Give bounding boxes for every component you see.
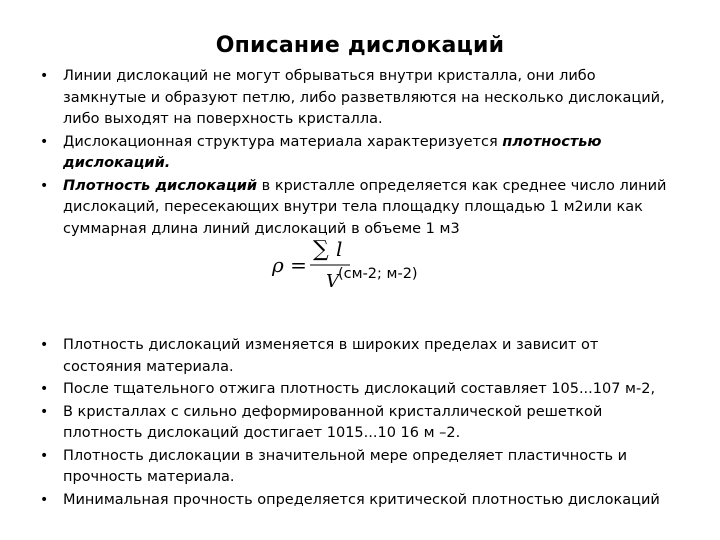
density-formula [270,235,470,295]
list-item [38,379,678,401]
bullet-list-bottom [38,335,678,512]
formula-sum-symbol: ∑ [313,237,329,262]
bullet-icon: • [40,68,49,84]
list-item [38,335,678,378]
item-text: В кристаллах с сильно деформированной кристаллической решеткой плотность дислокаций достигает 1015...10 16 м –2. [63,403,603,441]
bullet-icon: • [40,403,49,420]
formula-numerator: l [336,237,343,261]
item-text: Плотность дислокаций изменяется в широких пределах и зависит от состояния материала. [63,337,599,375]
formula-units: (см-2; м-2) [338,266,418,282]
formula-denominator: V [326,271,339,292]
item-emphasis: плотностью дислокаций. [63,133,602,171]
list-item [38,132,678,175]
bullet-icon: • [40,133,49,150]
item-text: в кристалле определяется как среднее число линий дислокаций, пересекающих внутри тела площадку площадью 1 м2или как суммарная длина линий дислокаций в объеме 1 м3 [63,177,667,237]
list-item [38,66,678,131]
list-item [38,446,678,489]
item-text: Минимальная прочность определяется критической плотностью дислокаций [63,491,660,508]
bullet-icon: • [40,177,49,194]
bullet-icon: • [40,491,49,508]
item-text: После тщательного отжига плотность дислокаций составляет 105...107 м-2, [63,381,656,397]
bullet-icon: • [40,337,49,353]
list-item [38,490,678,512]
item-text: Дислокационная структура материала характеризуется [63,133,503,150]
item-text: Плотность дислокации в значительной мере определяет пластичность и прочность материала. [63,447,628,485]
list-item [38,402,678,445]
formula-lhs: ρ = [272,253,307,277]
item-text: Линии дислокаций не могут обрываться внутри кристалла, они либо замкнутые и образуют петлю, либо разветвляются на несколько дислокаций, либо выходят на поверхность кристалла. [63,68,665,127]
item-emphasis: Плотность дислокаций [63,177,258,194]
bullet-icon: • [40,381,49,397]
formula-graphic [270,235,470,295]
list-item [38,176,678,241]
bullet-icon: • [40,447,49,464]
slide-title: Описание дислокаций [215,33,505,58]
bullet-list-top [38,66,678,241]
